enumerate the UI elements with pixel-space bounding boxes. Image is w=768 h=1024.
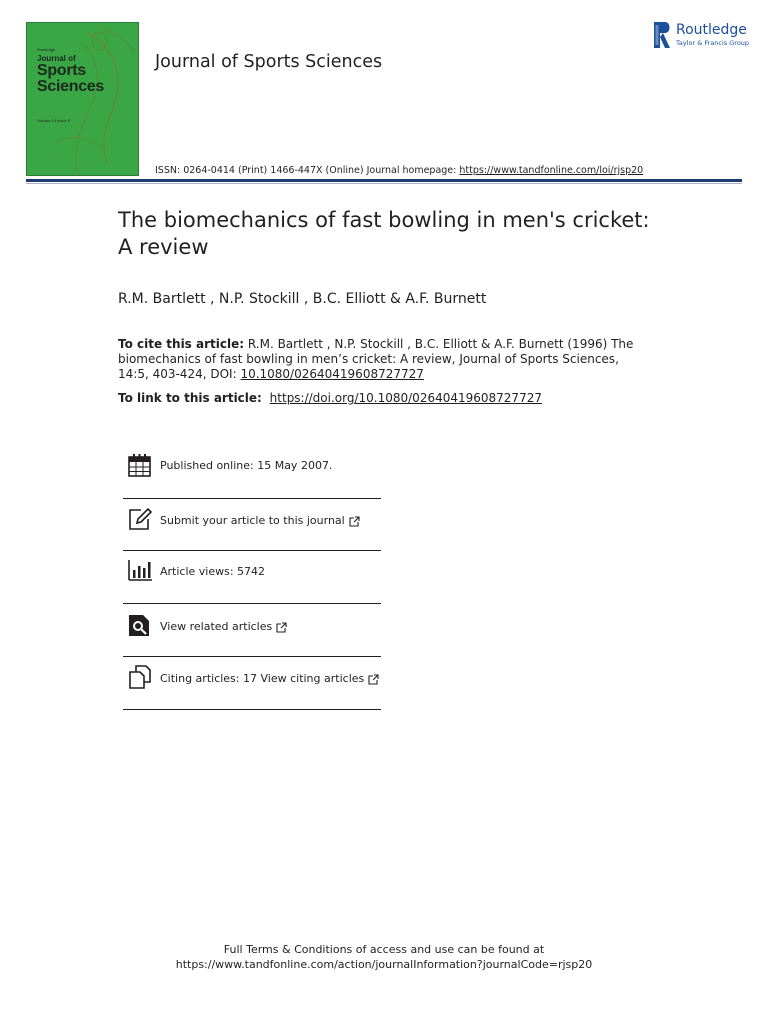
external-link-icon (276, 622, 287, 633)
link-to-article (118, 391, 542, 405)
article-title-line1: The biomechanics of fast bowling in men's cricket: (118, 208, 650, 232)
meta-divider (123, 550, 381, 551)
header-divider (26, 179, 742, 182)
cover-figure-illustration (27, 23, 139, 176)
meta-divider (123, 603, 381, 604)
document-search-icon (127, 612, 153, 638)
submit-article-text: Submit your article to this journal (160, 514, 345, 527)
edit-icon (127, 506, 153, 532)
external-link-icon (368, 674, 379, 685)
submit-article-link[interactable] (160, 514, 360, 527)
meta-divider (123, 709, 381, 710)
journal-homepage-link[interactable]: https://www.tandfonline.com/loi/rjsp20 (459, 165, 644, 176)
cover-title-line2: Sciences (37, 78, 104, 95)
cover-title-small: Journal of (37, 54, 76, 63)
routledge-logo-icon (654, 22, 672, 48)
header-divider-thin (26, 183, 742, 184)
article-authors: R.M. Bartlett , N.P. Stockill , B.C. Elliott & A.F. Burnett (118, 291, 487, 307)
article-doi-url[interactable]: https://doi.org/10.1080/02640419608727727 (269, 391, 542, 405)
article-title-line2: A review (118, 235, 209, 259)
footer-terms-url[interactable]: https://www.tandfonline.com/action/journalInformation?journalCode=rjsp20 (175, 958, 593, 971)
issn-text: ISSN: 0264-0414 (Print) 1466-447X (Online) Journal homepage: (155, 165, 460, 176)
link-label: To link to this article: (118, 391, 262, 405)
doi-link[interactable]: 10.1080/02640419608727727 (240, 367, 424, 381)
publisher-logo[interactable] (654, 22, 750, 50)
publisher-subtitle: Taylor & Francis Group (676, 39, 750, 47)
related-articles-link[interactable] (160, 620, 287, 633)
citation-block (118, 337, 648, 382)
meta-divider (123, 656, 381, 657)
bar-chart-icon (127, 558, 153, 584)
journal-cover-image (26, 22, 139, 176)
footer-terms (0, 942, 768, 972)
published-online-text: Published online: 15 May 2007. (160, 459, 333, 472)
issn-line (155, 165, 643, 176)
calendar-icon (127, 453, 153, 479)
article-title (118, 207, 678, 261)
related-articles-text: View related articles (160, 620, 273, 633)
external-link-icon (349, 516, 360, 527)
cite-text: R.M. Bartlett , N.P. Stockill , B.C. Elliott & A.F. Burnett (1996) The biomechanics of fast bowling in men’s cricket: A review, Journal of Sports Sciences, 14:5, 403-424, DOI: (118, 337, 634, 381)
citation-documents-icon (127, 664, 153, 690)
cite-label: To cite this article: (118, 337, 245, 351)
meta-divider (123, 498, 381, 499)
cover-publisher-mark: Routledge (37, 47, 56, 52)
cover-title-line1: Sports (37, 62, 86, 79)
citing-articles-link[interactable] (160, 672, 379, 685)
cover-issue: Volume 14 Issue 5 (37, 118, 70, 123)
citing-articles-text: Citing articles: 17 View citing articles (160, 672, 365, 685)
cover-title (37, 55, 137, 95)
publisher-name: Routledge (676, 22, 747, 38)
journal-name: Journal of Sports Sciences (155, 52, 383, 72)
footer-line1: Full Terms & Conditions of access and use can be found at (223, 943, 545, 956)
article-views-text: Article views: 5742 (160, 565, 266, 578)
